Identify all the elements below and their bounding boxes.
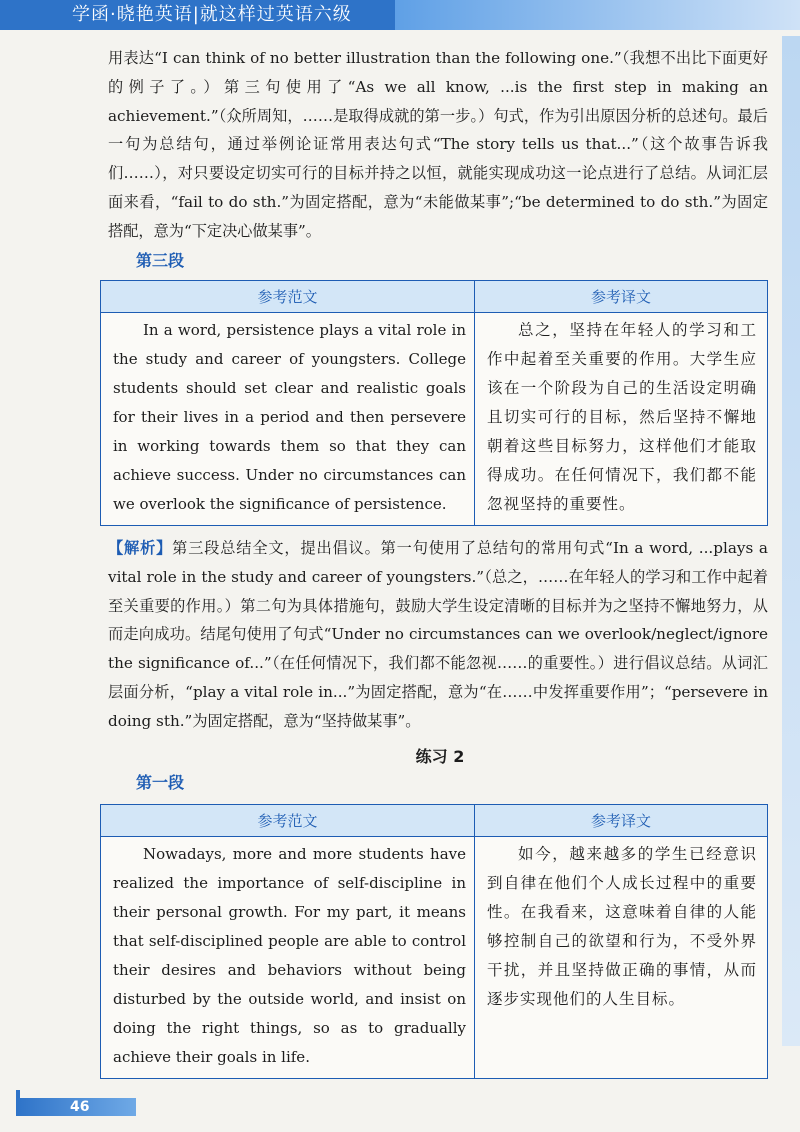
exercise2-table-body: [101, 837, 767, 1078]
side-stripe: [782, 36, 800, 1046]
section3-table: [100, 280, 768, 526]
exercise2-title: 练习 2: [415, 747, 465, 766]
intro-paragraph: 用表达“I can think of no better illustration than the following one.”（我想不出比下面更好的例子了。）第三句使用了“As we all know, ...is the first step in making an achievement.”（众所周知，……是取得成就的第一步。）句式，作为引出原因分析的总述句。最后一句为总结句，通过举例论证常用表达句式“The story tells us that...”（这个故事告诉我们……），对只要设定切实可行的目标并持之以恒，就能实现成功这一论点进行了总结。从词汇层面来看，“fail to do sth.”为固定搭配，意为“未能做某事”;“be determined to do sth.”为固定搭配，意为“下定决心做某事”。: [108, 49, 768, 240]
header-title: 学函·晓艳英语|就这样过英语六级: [0, 0, 395, 30]
analysis-text: 第三段总结全文，提出倡议。第一句使用了总结句的常用句式“In a word, ...plays a vital role in the study and career of youngsters.”（总之，……在年轻人的学习和工作中起着至关重要的作用。）第二句为具体措施句，鼓励大学生设定清晰的目标并为之坚持不懈地努力，从而走向成功。结尾句使用了句式“Under no circumstances can we overlook/neglect/ignore the significance of...”（在任何情况下，我们都不能忽视……的重要性。）进行倡议总结。从词汇层面分析，“play a vital role in...”为固定搭配，意为“在……中发挥重要作用”；“persevere in doing sth.”为固定搭配，意为“坚持做某事”。: [108, 539, 768, 730]
exercise2-en-header: 参考范文: [101, 805, 475, 836]
analysis-label: 【解析】: [108, 539, 173, 557]
exercise2-table-header: [101, 805, 767, 837]
section3-en-text: In a word, persistence plays a vital role in the study and career of youngsters. College students should set clear and realistic goals for their lives in a period and then persevere in working towards them so that they can achieve success. Under no circumstances can we overlook the significance of persistence.: [101, 313, 475, 525]
exercise2-cn-text: 如今，越来越多的学生已经意识到自律在他们个人成长过程中的重要性。在我看来，这意味着自律的人能够控制自己的欲望和行为，不受外界干扰，并且坚持做正确的事情，从而逐步实现他们的人生目标。: [487, 845, 757, 1008]
page-number: 46: [70, 1099, 90, 1115]
section3-table-header: [101, 281, 767, 313]
analysis-paragraph: [108, 534, 768, 736]
section3-en-header: 参考范文: [101, 281, 475, 312]
exercise2-table: [100, 804, 768, 1079]
exercise2-cn-header: 参考译文: [475, 805, 767, 836]
header-gradient: [395, 0, 800, 30]
section3-cn-header: 参考译文: [475, 281, 767, 312]
exercise2-section1-title: 第一段: [136, 773, 185, 792]
section3-table-body: [101, 313, 767, 525]
section3-cn-text: 总之，坚持在年轻人的学习和工作中起着至关重要的作用。大学生应该在一个阶段为自己的生活设定明确且切实可行的目标，然后坚持不懈地朝着这些目标努力，这样他们才能取得成功。在任何情况下，我们都不能忽视坚持的重要性。: [487, 321, 757, 513]
exercise2-en-text: Nowadays, more and more students have realized the importance of self-discipline in their personal growth. For my part, it means that self-disciplined people are able to control their desires and behaviors without being disturbed by the outside world, and insist on doing the right things, so as to gradually achieve their goals in life.: [101, 837, 475, 1078]
section3-title: 第三段: [136, 251, 185, 270]
